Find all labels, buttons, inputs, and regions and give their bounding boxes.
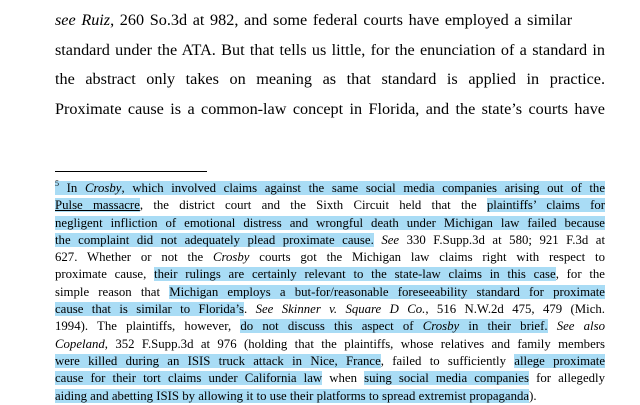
opinion-body-text xyxy=(55,6,605,124)
footnote-line-2: Pulse massacre, the district court and the Sixth Circuit held that the plaintiffs’ claims for xyxy=(55,198,605,213)
case-citation-ruiz: see Ruiz xyxy=(55,11,111,29)
footnote-line-6: proximate cause, their rulings are certainly relevant to the state-law claims in this case, for the xyxy=(55,267,605,282)
body-line-1: see Ruiz, 260 So.3d at 982, and some federal courts have employed a similar xyxy=(55,11,573,29)
footnote-line-12: cause for their tort claims under California law when suing social media companies for allegedly xyxy=(55,371,605,386)
footnote-line-9: 1994). The plaintiffs, however, do not discuss this aspect of Crosby in their brief. See also xyxy=(55,319,605,334)
footnote-line-11: were killed during an ISIS truck attack in Nice, France, failed to sufficiently allege proximate xyxy=(55,353,605,368)
body-line-3: the abstract only takes on meaning as that standard is applied in practice. xyxy=(55,70,605,88)
footnote-5 xyxy=(55,180,605,405)
footnote-line-10: Copeland, 352 F.Supp.3d at 976 (holding that the plaintiffs, whose relatives and family members xyxy=(55,336,605,351)
body-line-4: Proximate cause is a common-law concept in Florida, and the state’s courts have xyxy=(55,99,605,118)
footnote-line-3: negligent infliction of emotional distress and wrongful death under Michigan law failed because xyxy=(55,215,605,230)
footnote-line-13: aiding and abetting ISIS by allowing it to use their platforms to spread extremist propaganda). xyxy=(55,388,537,403)
footnote-line-7: simple reason that Michigan employs a but-for/reasonable foreseeability standard for proximate xyxy=(55,284,605,299)
footnote-line-5: 627. Whether or not the Crosby courts got the Michigan law claims right with respect to xyxy=(55,250,605,265)
footnote-line-8: cause that is similar to Florida’s. See Skinner v. Square D Co., 516 N.W.2d 475, 479 (Mich. xyxy=(55,302,606,317)
footnote-separator xyxy=(55,171,207,172)
footnote-line-1: $^5$ In Crosby, which involved claims against the same social media companies arising out of the xyxy=(55,179,606,195)
highlight-pulse-massacre: Pulse massacre xyxy=(55,198,140,213)
body-line-2: standard under the ATA. But that tells us little, for the enunciation of a standard in xyxy=(55,40,605,59)
footnote-line-4: the complaint did not adequately plead proximate cause. See 330 F.Supp.3d at 580; 921 F.3d at xyxy=(55,232,606,247)
footnote-marker: 5 xyxy=(55,179,59,188)
